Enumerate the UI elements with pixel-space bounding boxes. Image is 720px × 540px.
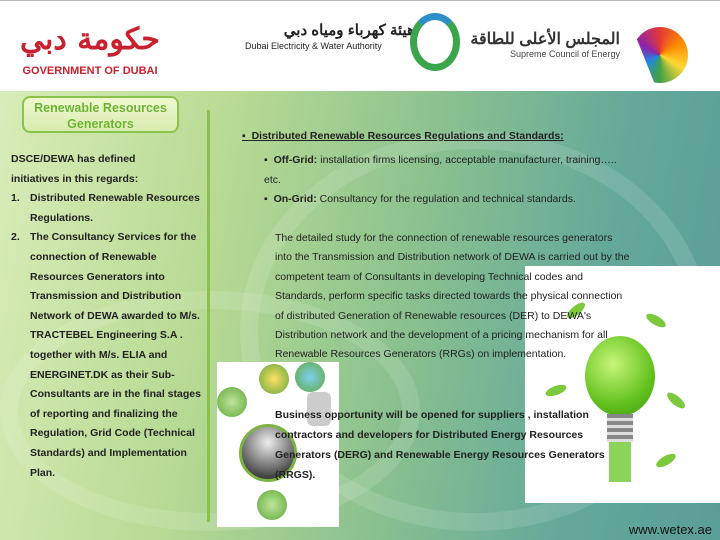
leaf-icon bbox=[544, 383, 568, 399]
website-url: www.wetex.ae bbox=[628, 522, 712, 537]
list-item bbox=[11, 189, 206, 228]
item-number: 2. bbox=[11, 231, 20, 244]
heading-text: Distributed Renewable Resources Regulations and Standards: bbox=[251, 130, 564, 142]
list-item bbox=[11, 228, 206, 483]
dewa-logo bbox=[245, 21, 415, 51]
business-opportunity-text: Business opportunity will be opened for suppliers , installation contractors and developers for Distributed Energy Resources Generators (DERG) and Renewable Energy Resources Generators (RRGS). bbox=[275, 409, 605, 481]
title-line-1: Renewable Resources bbox=[34, 101, 167, 115]
sce-logo bbox=[470, 29, 620, 59]
item-text: The Consultancy Services for the connection of Renewable Resources Generators into Transmission and Distribution Network of DEWA awarded to M/s. TRACTEBEL Engineering S.A . together with M/s. ELIA and ENERGINET.DK as their Sub-Consultants are in the final stages of reporting and finalizing the Regulation, Grid Code (Technical Standards) and Implementation Plan. bbox=[30, 231, 201, 479]
water-icon bbox=[295, 362, 325, 392]
title-line-2: Generators bbox=[67, 117, 134, 131]
sce-arabic: المجلس الأعلى للطاقة bbox=[470, 31, 620, 48]
divider-line bbox=[207, 110, 210, 522]
dewa-name: Dubai Electricity & Water Authority bbox=[245, 41, 382, 51]
intro-line-2: initiatives in this regards: bbox=[11, 172, 139, 185]
study-paragraph: The detailed study for the connection of renewable resources generators into the Transmission and Distribution network of DEWA is carried out by the competent team of Consultants in developing Technical codes and Standards, perform specific tasks directed towards the physical connection of distributed Generation of Renewable resources (DER) to DEWA's Distribution network and the development of a pricing mechanism for all Renewable Resources Generators (RRGs) on implementation. bbox=[275, 232, 630, 361]
logo-header bbox=[0, 0, 720, 91]
ongrid-text: Consultancy for the regulation and technical standards. bbox=[316, 193, 576, 205]
wind-grass-icon bbox=[217, 387, 247, 417]
sce-name: Supreme Council of Energy bbox=[509, 49, 620, 59]
offgrid-bullet: ▪ Off-Grid: installation firms licensing, acceptable manufacturer, training….. etc. bbox=[264, 154, 617, 186]
leaf-icon bbox=[665, 390, 688, 411]
regulations-heading: ▪ Distributed Renewable Resources Regulations and Standards: bbox=[242, 130, 564, 142]
left-column bbox=[11, 150, 206, 483]
recycle-box-icon bbox=[257, 490, 287, 520]
dewa-ring-icon bbox=[410, 13, 460, 71]
ongrid-label: On-Grid: bbox=[273, 193, 317, 205]
offgrid-label: Off-Grid: bbox=[273, 154, 318, 166]
ongrid-bullet: ▪ On-Grid: Consultancy for the regulation and technical standards. bbox=[264, 193, 576, 205]
section-title-box bbox=[22, 96, 179, 133]
leaf-icon bbox=[644, 311, 668, 330]
sce-burst-icon bbox=[632, 27, 688, 83]
leaf-icon bbox=[654, 451, 678, 470]
item-text: Distributed Renewable Resources Regulations. bbox=[30, 192, 200, 224]
item-number: 1. bbox=[11, 192, 20, 205]
sun-icon bbox=[259, 364, 289, 394]
initiatives-list bbox=[11, 189, 206, 483]
gov-logo-text: GOVERNMENT OF DUBAI bbox=[22, 65, 158, 77]
intro-line-1: DSCE/DEWA has defined bbox=[11, 153, 136, 165]
dewa-arabic: هيئة كهرباء ومياه دبي bbox=[283, 22, 415, 39]
gov-logo-arabic: حكومة دبي bbox=[20, 22, 160, 57]
government-of-dubai-logo bbox=[20, 19, 160, 77]
offgrid-text: installation firms licensing, acceptable manufacturer, training….. etc. bbox=[264, 154, 617, 186]
